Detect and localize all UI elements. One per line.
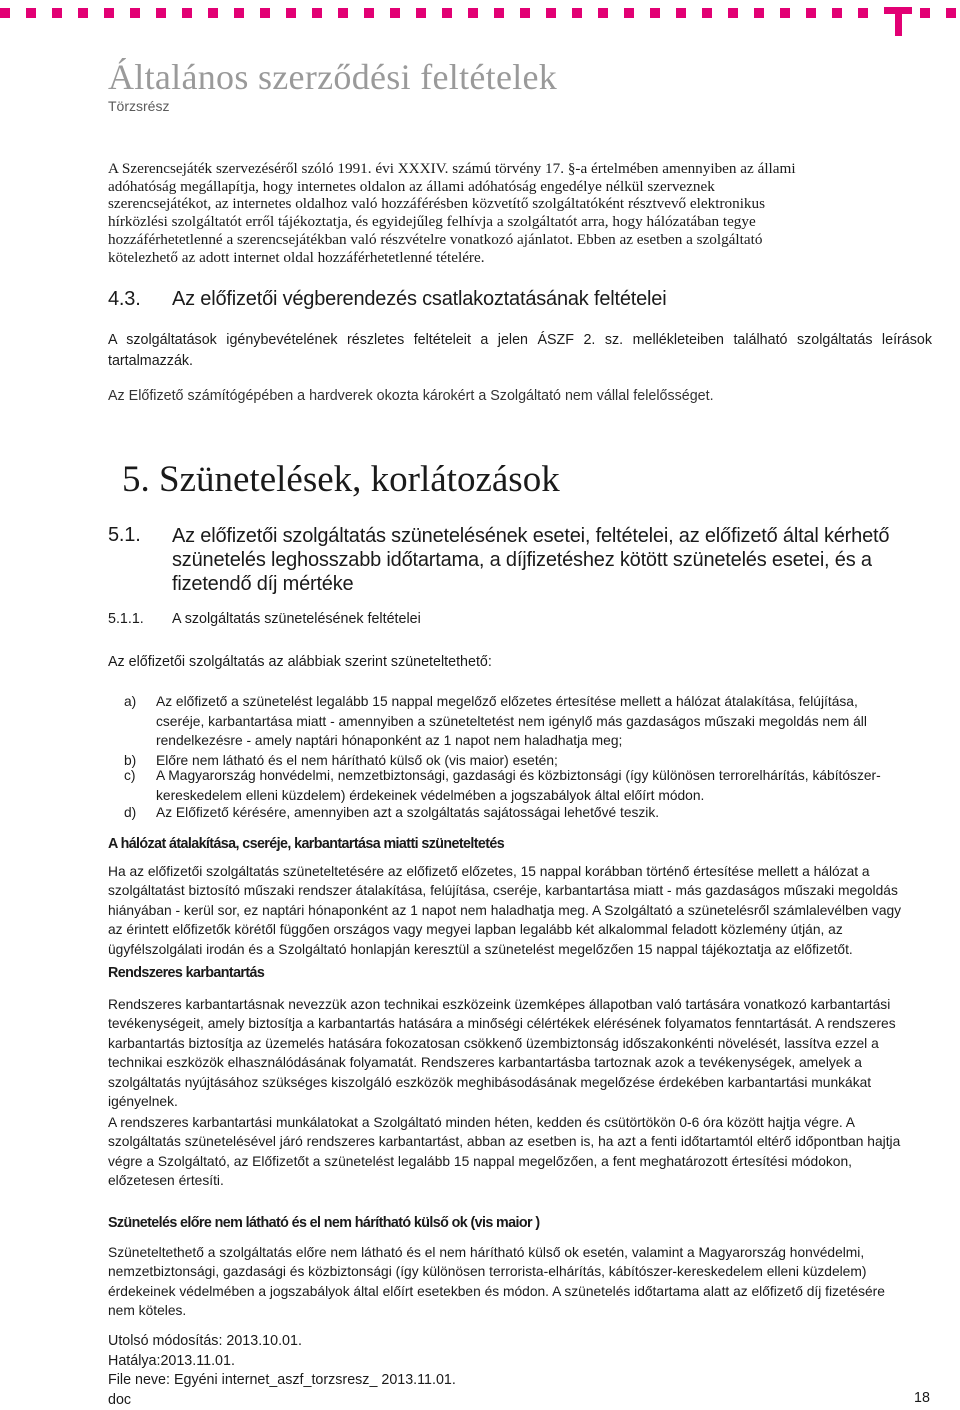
subsection-title: Rendszeres karbantartás	[108, 965, 265, 981]
intro-line: szerencsejátékot, az internetes oldalhoz való hozzáférésben közvetítő szolgáltatóként résztvevő elektronikus	[108, 195, 766, 213]
section-5-1-number: 5.1.	[108, 524, 141, 546]
section-5-1-1-number: 5.1.1.	[108, 611, 144, 627]
list-marker: c)	[124, 768, 136, 783]
section-5-1-1-title: A szolgáltatás szünetelésének feltételei	[172, 611, 421, 627]
list-text: A Magyarország honvédelmi, nemzetbiztonsági, gazdasági és közbiztonsági (így különösen terrorelhárítás, kábítószer-kereskedelem elleni küzdelem) érdekeinek védelmében a jogszabályok által előírt módon.	[156, 768, 881, 803]
list-text: Az előfizető a szünetelést legalább 15 nappal megelőző előzetes értesítése mellett a hálózat átalakítása, felújítása, cseréje, karbantartása miatt - amennyiben a szüneteltetést nem igénylő más gazdaságos műszaki megoldás nem áll rendelkezésre - amely naptári hónaponként az 1 napot nem haladhatja meg;	[156, 694, 867, 749]
intro-line: A Szerencsejáték szervezéséről szóló 1991. évi XXXIV. számú törvény 17. §-a értelmében amennyiben az állami	[108, 160, 796, 177]
footer-filename: File neve: Egyéni internet_aszf_torzsresz_ 2013.11.01.	[108, 1372, 456, 1389]
footer-modified: Utolsó módosítás: 2013.10.01.	[108, 1333, 302, 1349]
subsection-title: Szünetelés előre nem látható és el nem hárítható külső ok (vis maior )	[108, 1215, 540, 1231]
telekom-t-icon	[884, 0, 912, 36]
footer-ext: doc	[108, 1391, 132, 1408]
list-marker: d)	[124, 805, 137, 820]
section-5-title: Szünetelések, korlátozások	[159, 459, 560, 500]
section-4-3-number: 4.3.	[108, 288, 141, 310]
subsection-paragraph: Rendszeres karbantartásnak nevezzük azon technikai eszközeink üzemképes állapotban való tartására vonatkozó karbantartási tevékenységeit, amely biztosítja a karbantartás hatására a minőségi célértékek elérésének folyamatos fenntartását. A rendszeres karbantartás biztosítja az üzemelés hatására fokozatosan csökkenő üzembiztonság időszakonkénti növelését, lassítva ezzel a technikai eszközök elhasználódásának folyamatát. Rendszeres karbantartásba tartoznak azok a tevékenységek, amelyek a szolgáltatás nyújtásához szükséges kiszolgáló eszközök meghibásodásának megelőzése érdekében karbantartási munkákat igényelnek.	[108, 997, 896, 1110]
section-4-3-note: Az Előfizető számítógépében a hardverek okozta károkért a Szolgáltató nem vállal felelősséget.	[108, 388, 714, 404]
footer	[108, 1332, 456, 1410]
section-4-3-paragraph: A szolgáltatások igénybevételének részletes feltételeit a jelen ÁSZF 2. sz. mellékleteiben található szolgáltatás leírások tartalmazzák.	[108, 332, 932, 369]
footer-effective: Hatálya:2013.11.01.	[108, 1352, 235, 1369]
list-text: Előre nem látható és el nem hárítható külső ok (vis maior) esetén;	[156, 753, 558, 768]
section-5-1-1-lead: Az előfizetői szolgáltatás az alábbiak szerint szüneteltethető:	[108, 654, 492, 670]
subsection-title: A hálózat átalakítása, cseréje, karbantartása miatti szüneteltetés	[108, 836, 505, 852]
section-5-1-title: Az előfizetői szolgáltatás szünetelésének esetei, feltételei, az előfizető által kérhető szünetelés leghosszabb időtartama, a díjfizetéshez kötött szünetelés esetei, és a fizetendő díj mértéke	[172, 525, 890, 595]
page-title: Általános szerződési feltételek	[108, 57, 558, 97]
intro-line: hírközlési szolgáltatót erről tájékoztatja, és egyidejűleg felhívja a szolgáltatót arra, hogy hálózatában tegye	[108, 213, 756, 231]
list-marker: b)	[124, 753, 137, 768]
subsection-paragraph: Szüneteltethető a szolgáltatás előre nem látható és el nem hárítható külső ok esetén, valamint a Magyarország honvédelmi, nemzetbiztonsági, gazdasági és közbiztonsági (így különösen terrorista-elhárítás, kábítószer-kereskedelem elleni küzdelem) érdekeinek védelmében a jogszabályok által előírt esetekben és módon. A szünetelés időtartama alatt az előfizető díj fizetésére nem köteles.	[108, 1245, 885, 1319]
list-text: Az Előfizető kérésére, amennyiben azt a szolgáltatás sajátosságai lehetővé teszik.	[156, 805, 660, 820]
section-4-3-title: Az előfizetői végberendezés csatlakoztatásának feltételei	[172, 288, 667, 310]
subsection-paragraph: Ha az előfizetői szolgáltatás szüneteltetésére az előfizető előzetes, 15 nappal korábban történő értesítése mellett a hálózat a szolgáltatást biztosító műszaki rendszer átalakítása, felújítása, cseréje, karbantartása miatt - más gazdaságos műszaki megoldás hiányában - kerül sor, ez naptári hónaponként az 1 napot nem haladhatja meg. A Szolgáltató a szünetelésről számlalevélben vagy az érintett előfizetők körétől függően országos vagy megyei lapban legalább két alkalommal feladott közlemény útján, az ügyfélszolgálati irodán és a Szolgáltató honlapján keresztül a szünetelést megelőzően 15 nappal tájékoztatja az előfizetőt.	[108, 864, 902, 957]
intro-line: hozzáférhetetlenné a szerencsejátékban való részvételre vonatkozó ajánlatot. Ebben az esetben a szolgáltató	[108, 230, 763, 248]
intro-paragraph	[108, 160, 888, 266]
list-marker: a)	[124, 694, 137, 709]
page-number: 18	[914, 1390, 930, 1406]
page-subtitle: Törzsrész	[108, 98, 170, 114]
section-5-number: 5.	[122, 459, 150, 500]
subsection-paragraph: A rendszeres karbantartási munkálatokat a Szolgáltató minden héten, kedden és csütörtökön 0-6 óra között hajtja végre. A szolgáltatás szünetelésével járó rendszeres karbantartást, abban az esetben is, ha azt a fenti időtartamtól eltérő időpontban hajtja végre a Szolgáltató, az Előfizetőt a szünetelést legalább 15 nappal megelőzően, a fent meghatározott értesítési módokon, előzetesen értesíti.	[108, 1115, 901, 1189]
intro-line: kötelezhető az adott internet oldal hozzáférhetetlenné tételére.	[108, 248, 485, 266]
section-5-heading	[122, 458, 560, 501]
intro-line: adóhatóság megállapítja, hogy internetes oldalon az állami adóhatóság engedélye nélkül szerveznek	[108, 177, 715, 195]
